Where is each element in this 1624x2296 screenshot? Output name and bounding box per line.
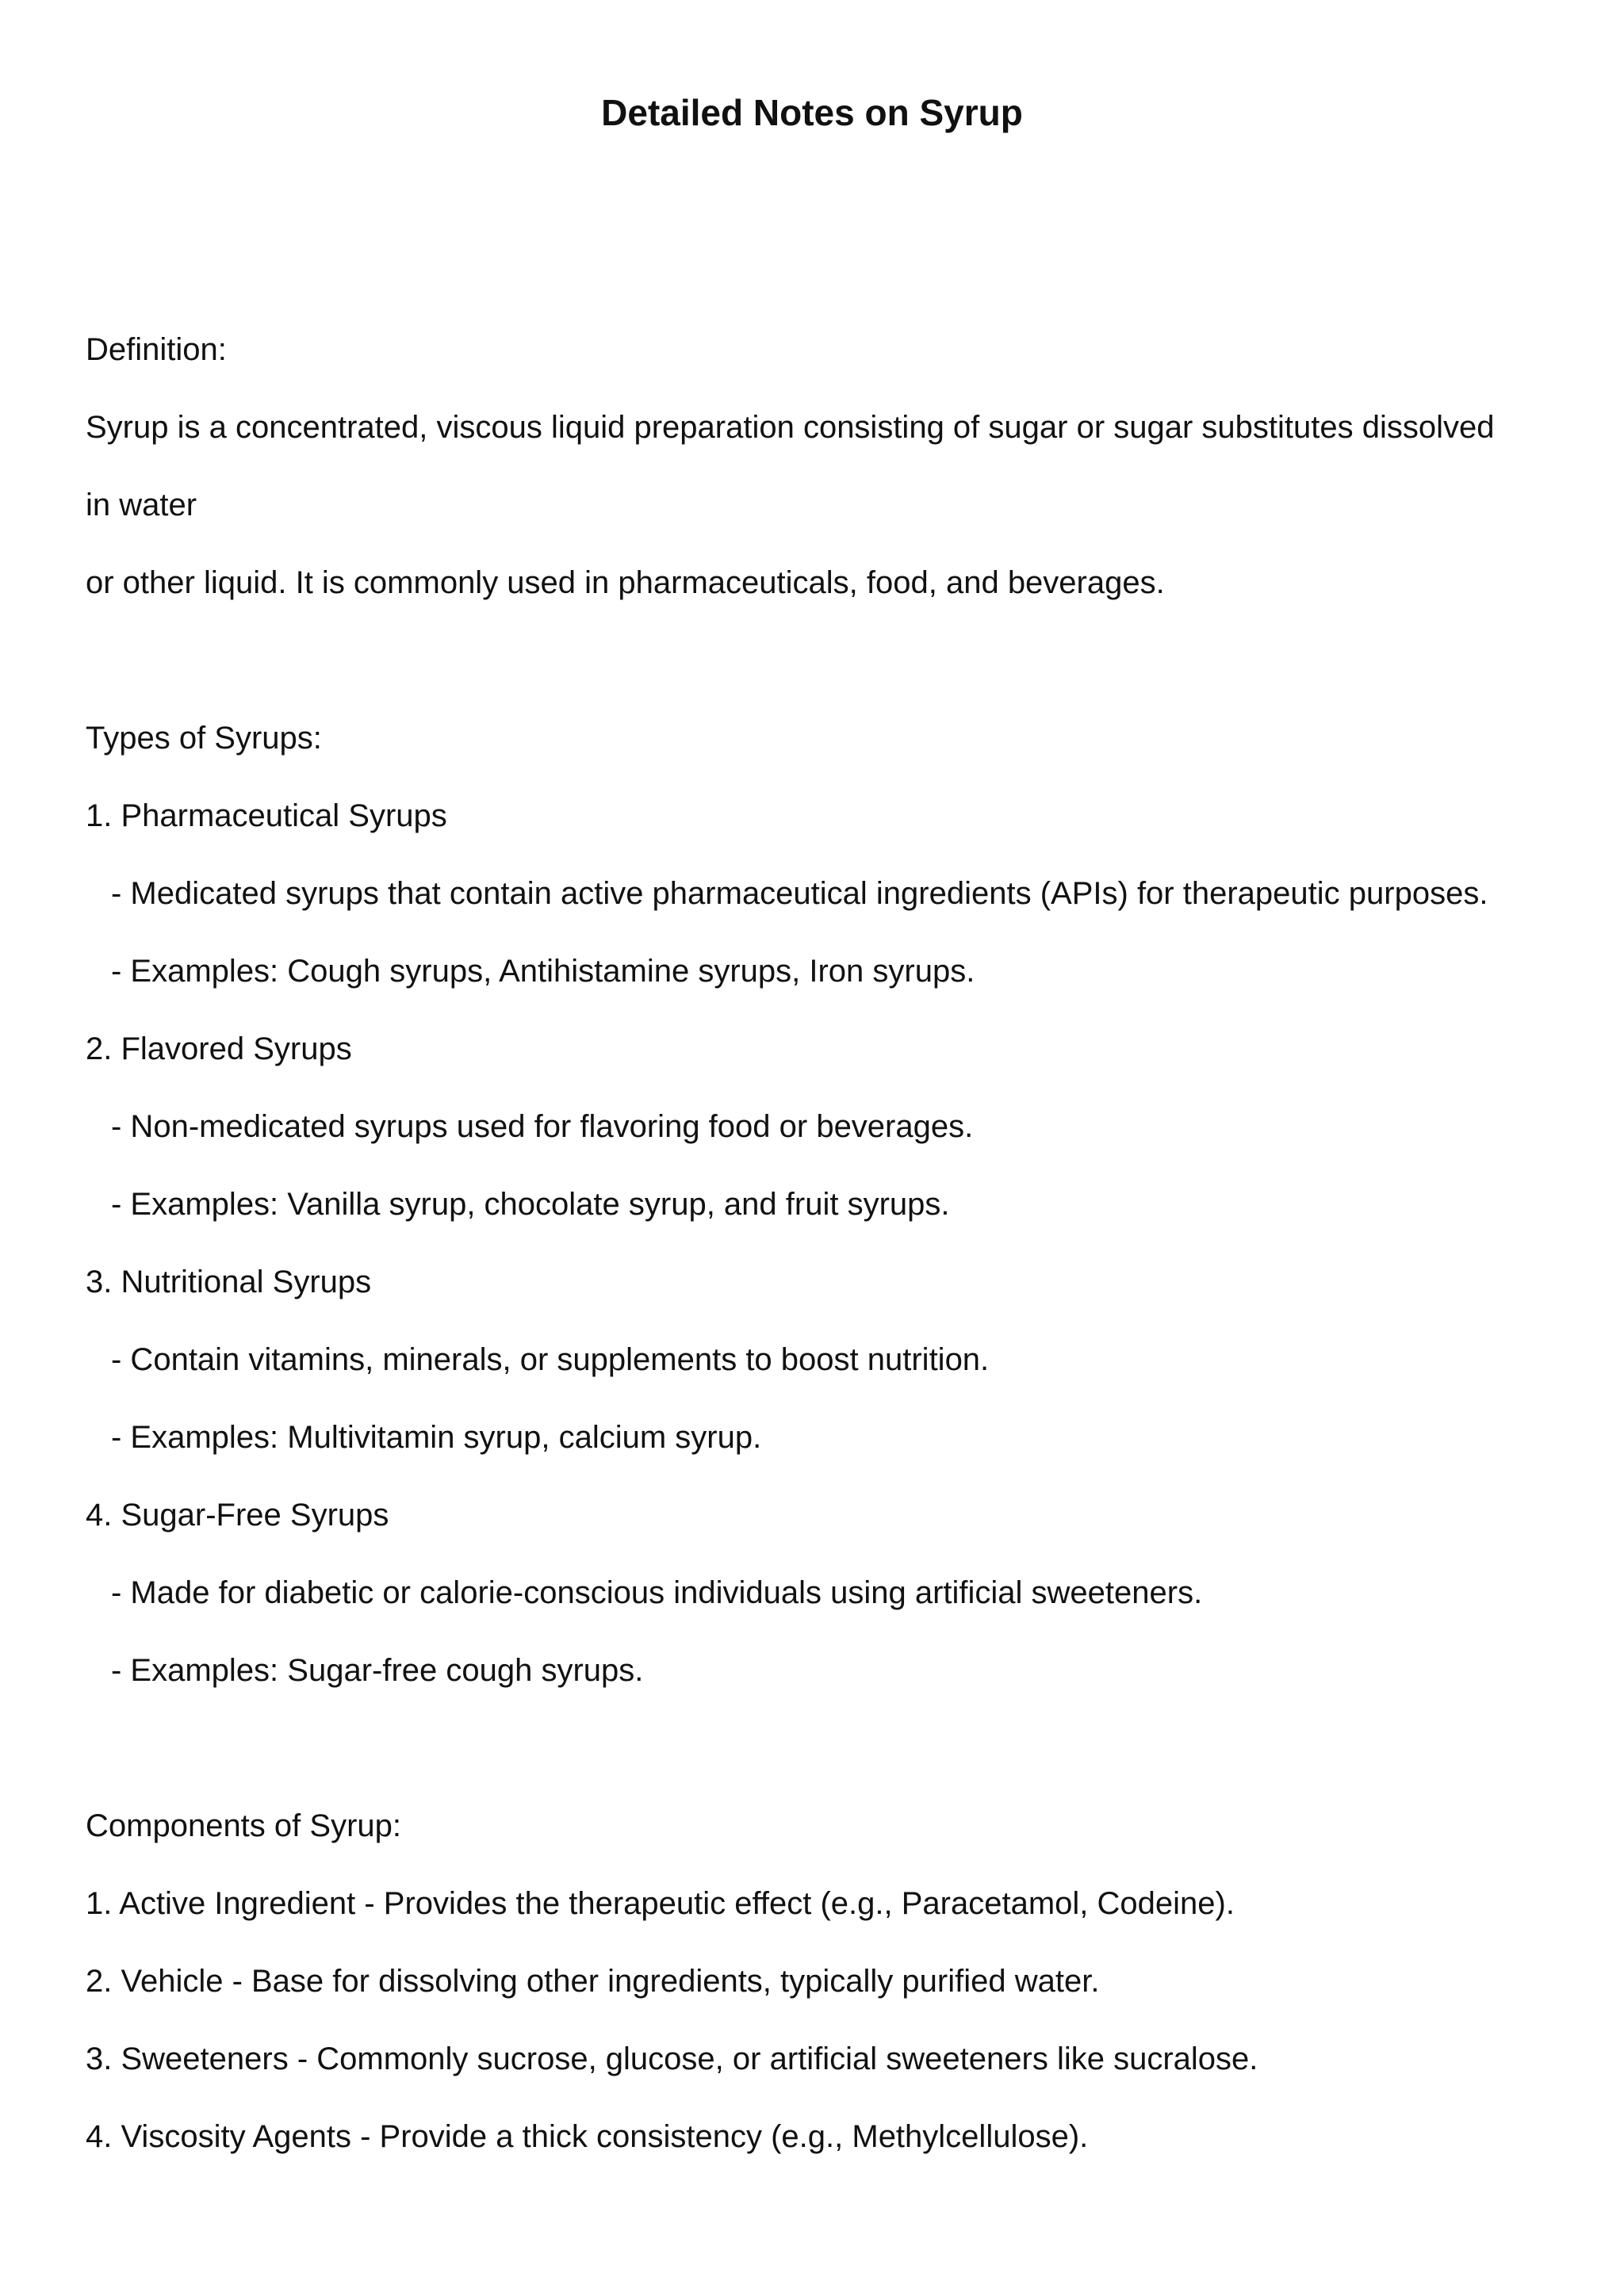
types-heading: Types of Syrups: <box>86 721 322 756</box>
definition-heading: Definition: <box>86 332 227 367</box>
type-item-point: - Examples: Vanilla syrup, chocolate syrup, and fruit syrups. <box>111 1187 950 1222</box>
type-item-point: - Examples: Cough syrups, Antihistamine syrups, Iron syrups. <box>111 954 975 989</box>
type-item-label: 1. Pharmaceutical Syrups <box>86 798 447 833</box>
component-item: 1. Active Ingredient - Provides the therapeutic effect (e.g., Paracetamol, Codeine). <box>86 1886 1235 1921</box>
type-item-point: - Made for diabetic or calorie-conscious individuals using artificial sweeteners. <box>111 1575 1203 1610</box>
page-title: Detailed Notes on Syrup <box>601 92 1023 133</box>
type-item-label: 4. Sugar-Free Syrups <box>86 1498 389 1533</box>
definition-line: or other liquid. It is commonly used in pharmaceuticals, food, and beverages. <box>86 565 1165 600</box>
type-item-point: - Non-medicated syrups used for flavoring food or beverages. <box>111 1109 974 1144</box>
components-heading: Components of Syrup: <box>86 1808 401 1843</box>
definition-line: Syrup is a concentrated, viscous liquid preparation consisting of sugar or sugar substitutes dissolved <box>86 410 1495 445</box>
type-item-point: - Contain vitamins, minerals, or supplements to boost nutrition. <box>111 1342 990 1377</box>
component-item: 4. Viscosity Agents - Provide a thick consistency (e.g., Methylcellulose). <box>86 2119 1089 2154</box>
type-item-point: - Examples: Multivitamin syrup, calcium syrup. <box>111 1420 762 1455</box>
definition-line: in water <box>86 488 197 522</box>
type-item-point: - Medicated syrups that contain active pharmaceutical ingredients (APIs) for therapeutic purposes. <box>111 876 1488 911</box>
type-item-label: 2. Flavored Syrups <box>86 1031 352 1066</box>
type-item-label: 3. Nutritional Syrups <box>86 1265 372 1299</box>
component-item: 3. Sweeteners - Commonly sucrose, glucose, or artificial sweeteners like sucralose. <box>86 2042 1258 2076</box>
type-item-point: - Examples: Sugar-free cough syrups. <box>111 1653 644 1688</box>
component-item: 2. Vehicle - Base for dissolving other ingredients, typically purified water. <box>86 1964 1100 1999</box>
